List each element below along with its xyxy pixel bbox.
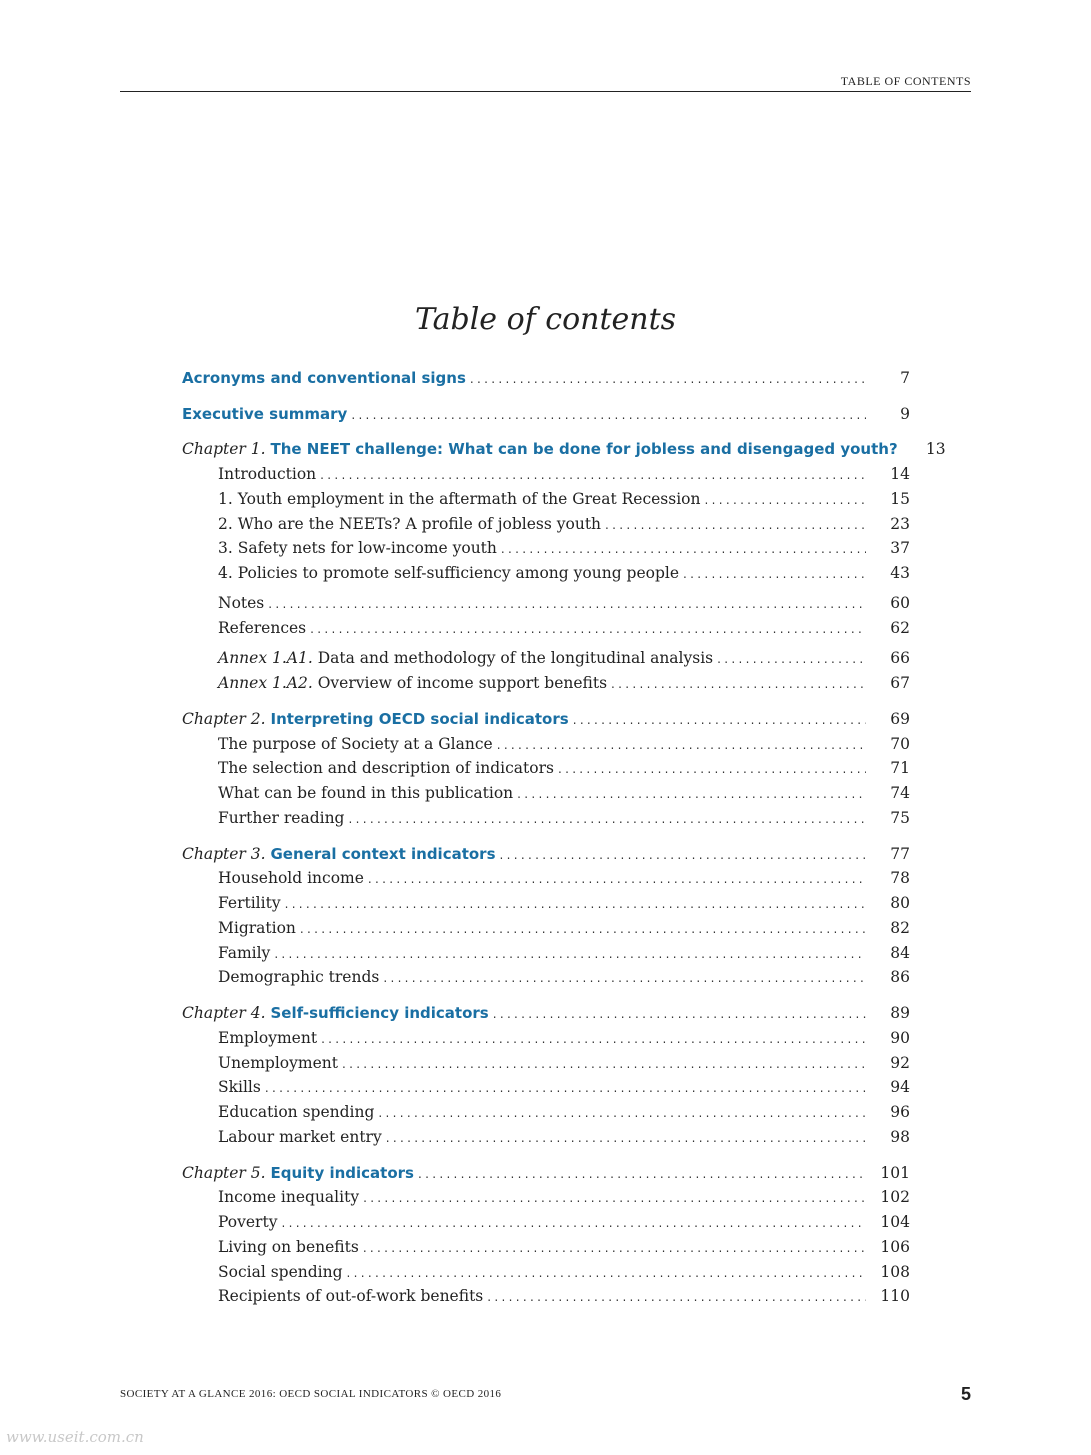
toc-entry[interactable] [218,1125,910,1149]
footer-publication: SOCIETY AT A GLANCE 2016: OECD SOCIAL INDICATORS © OECD 2016 [120,1388,502,1400]
toc-entry[interactable] [218,1026,910,1050]
toc-entry-label: Household income [218,869,364,887]
leader-dots [342,1052,866,1076]
toc-entry[interactable] [218,756,910,780]
leader-dots [281,1211,866,1235]
leader-dots [500,843,866,867]
toc-entry-label: Fertility [218,894,281,912]
leader-dots [386,1126,866,1150]
toc-entry-section-3[interactable] [218,536,910,560]
toc-entry-page: 37 [890,539,910,557]
toc-entry-executive-summary[interactable] [182,402,910,426]
toc-entry-label: Introduction [218,465,317,483]
toc-entry-page: 9 [900,405,910,423]
toc-entry-page: 102 [880,1188,910,1206]
toc-entry-label: Unemployment [218,1054,338,1072]
toc-entry-acronyms[interactable] [182,366,910,390]
toc-entry-page: 106 [880,1238,910,1256]
chapter-title: Interpreting OECD social indicators [270,710,569,728]
toc-chapter-2[interactable] [182,707,910,731]
chapter-prefix: Chapter 3. [182,845,266,863]
leader-dots [558,757,866,781]
toc-entry[interactable] [218,891,910,915]
toc-entry-page: 66 [890,649,910,667]
toc-entry-label: Demographic trends [218,968,380,986]
toc-entry[interactable] [218,1210,910,1234]
toc-entry-label: References [218,619,307,637]
toc-entry[interactable] [218,732,910,756]
toc-entry-page: 92 [890,1054,910,1072]
toc-entry-annex-1a2[interactable] [218,671,910,695]
toc-entry-page: 7 [900,369,910,387]
leader-dots [705,488,867,512]
running-head: TABLE OF CONTENTS [840,74,971,88]
annex-prefix: Annex 1.A1. [218,649,313,667]
toc-entry-page: 60 [890,594,910,612]
leader-dots [368,867,866,891]
leader-dots [268,592,866,616]
toc-entry[interactable] [218,1260,910,1284]
toc-entry-page: 89 [890,1004,910,1022]
toc-entry-label: Overview of income support benefits [317,674,608,692]
toc-entry-page: 90 [890,1029,910,1047]
leader-dots [383,966,866,990]
leader-dots [347,1261,866,1285]
toc-entry-page: 78 [890,869,910,887]
annex-prefix: Annex 1.A2. [218,674,313,692]
footer-page-number: 5 [960,1384,971,1404]
toc-entry[interactable] [218,1075,910,1099]
leader-dots [501,537,866,561]
chapter-title: General context indicators [270,845,496,863]
toc-entry-page: 67 [890,674,910,692]
toc-entry-page: 75 [890,809,910,827]
toc-entry[interactable] [218,781,910,805]
leader-dots [573,708,866,732]
leader-dots [348,807,866,831]
toc-entry-label: Living on benefits [218,1238,359,1256]
toc-entry-page: 82 [890,919,910,937]
leader-dots [300,917,866,941]
toc-entry-page: 98 [890,1128,910,1146]
toc-entry-section-1[interactable] [218,487,910,511]
toc-entry[interactable] [218,806,910,830]
leader-dots [605,513,866,537]
chapter-prefix: Chapter 2. [182,710,266,728]
toc-entry-page: 108 [880,1263,910,1281]
toc-entry-label: Labour market entry [218,1128,382,1146]
leader-dots [285,892,866,916]
toc-entry-page: 101 [880,1164,910,1182]
leader-dots [611,672,866,696]
leader-dots [321,1027,866,1051]
toc-entry-page: 94 [890,1078,910,1096]
leader-dots [717,647,866,671]
toc-chapter-4[interactable] [182,1001,910,1025]
toc-entry-page: 104 [880,1213,910,1231]
toc-entry-label: Further reading [218,809,345,827]
toc-entry[interactable] [218,965,910,989]
toc-entry-label: Employment [218,1029,318,1047]
chapter-title: Equity indicators [270,1164,414,1182]
toc-entry-label: The selection and description of indicators [218,759,554,777]
toc-entry-references[interactable] [218,616,910,640]
toc-entry-label: 1. Youth employment in the aftermath of the Great Recession [218,490,701,508]
toc-entry-page: 43 [890,564,910,582]
toc-entry-label: Education spending [218,1103,375,1121]
leader-dots [493,1002,866,1026]
toc-chapter-5[interactable] [182,1161,910,1185]
toc-entry[interactable] [218,866,910,890]
toc-entry-section-2[interactable] [218,512,910,536]
toc-chapter-3[interactable] [182,842,910,866]
toc-entry-page: 86 [890,968,910,986]
leader-dots [265,1076,866,1100]
page-title: Table of contents [414,302,677,337]
toc-entry-page: 69 [890,710,910,728]
toc-entry-label: Family [218,944,271,962]
toc-entry[interactable] [218,1100,910,1124]
toc-entry-page: 80 [890,894,910,912]
toc-entry-section-4[interactable] [218,561,910,585]
toc-entry-annex-1a1[interactable] [218,646,910,670]
toc-entry-introduction[interactable] [218,462,910,486]
toc-entry-page: 62 [890,619,910,637]
leader-dots [418,1162,866,1186]
leader-dots [351,403,866,427]
toc-entry-label: Data and methodology of the longitudinal analysis [317,649,714,667]
leader-dots [310,617,866,641]
toc-entry-label: Migration [218,919,296,937]
toc-entry-page: 74 [890,784,910,802]
toc-entry-page: 23 [890,515,910,533]
leader-dots [470,367,866,391]
toc-entry-page: 96 [890,1103,910,1121]
toc-entry-label: What can be found in this publication [218,784,514,802]
toc-chapter-1[interactable] [182,437,946,461]
chapter-title: The NEET challenge: What can be done for jobless and disengaged youth? [270,440,898,458]
leader-dots [363,1186,866,1210]
watermark: www.useit.com.cn [6,1428,144,1446]
leader-dots [497,733,866,757]
leader-dots [274,942,866,966]
toc-entry-label: 3. Safety nets for low-income youth [218,539,497,557]
toc-entry-page: 71 [890,759,910,777]
toc-entry-label: Acronyms and conventional signs [182,369,466,387]
leader-dots [683,562,866,586]
toc-entry-page: 84 [890,944,910,962]
toc-entry[interactable] [218,916,910,940]
toc-entry-label: Social spending [218,1263,343,1281]
toc-entry[interactable] [218,1284,910,1308]
toc-entry-page: 110 [880,1287,910,1305]
chapter-prefix: Chapter 1. [182,440,266,458]
toc-entry-page: 14 [890,465,910,483]
header-rule [120,91,971,92]
toc-entry-label: Executive summary [182,405,348,423]
toc-entry-notes[interactable] [218,591,910,615]
toc-entry-label: Poverty [218,1213,278,1231]
toc-entry-label: 2. Who are the NEETs? A profile of jobless youth [218,515,602,533]
leader-dots [320,463,866,487]
toc-entry[interactable] [218,1235,910,1259]
chapter-title: Self-sufficiency indicators [270,1004,489,1022]
toc-entry-label: Recipients of out-of-work benefits [218,1287,484,1305]
toc-entry-label: Notes [218,594,265,612]
leader-dots [363,1236,866,1260]
toc-entry-page: 77 [890,845,910,863]
chapter-prefix: Chapter 4. [182,1004,266,1022]
toc-entry-label: Income inequality [218,1188,360,1206]
toc-entry[interactable] [218,941,910,965]
leader-dots [378,1101,866,1125]
toc-entry-label: The purpose of Society at a Glance [218,735,493,753]
leader-dots [487,1285,866,1309]
toc-entry-label: Skills [218,1078,261,1096]
toc-entry-page: 13 [925,440,946,458]
toc-entry-label: 4. Policies to promote self-sufficiency among young people [218,564,680,582]
leader-dots [517,782,866,806]
chapter-prefix: Chapter 5. [182,1164,266,1182]
toc-entry-page: 70 [890,735,910,753]
toc-entry[interactable] [218,1185,910,1209]
toc-entry[interactable] [218,1051,910,1075]
toc-entry-page: 15 [890,490,910,508]
